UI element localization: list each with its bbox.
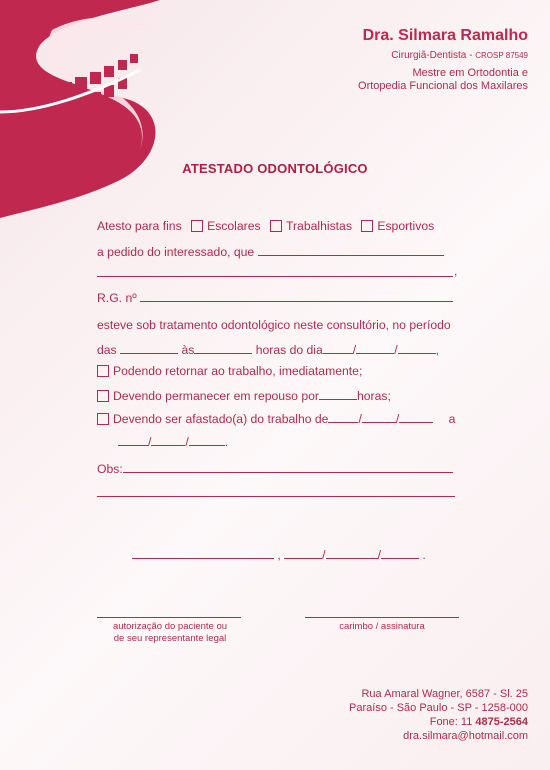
- crosp-number: CROSP 87549: [475, 51, 528, 60]
- month-field[interactable]: [356, 341, 394, 354]
- leave-from-day[interactable]: [328, 410, 358, 423]
- option-esportivos: Esportivos: [377, 219, 435, 233]
- rest-label: Devendo permanecer em repouso por: [113, 389, 319, 403]
- profession: Cirurgiã-Dentista: [391, 50, 467, 61]
- treatment-line: esteve sob tratamento odontológico neste consultório, no período: [97, 318, 451, 332]
- date-year-field[interactable]: [381, 546, 419, 559]
- leave-from-year[interactable]: [399, 410, 433, 423]
- patient-signature-field[interactable]: [97, 617, 241, 618]
- time-from-field[interactable]: [120, 341, 178, 354]
- email[interactable]: dra.silmara@hotmail.com: [403, 730, 528, 742]
- phone-number: 4875-2564: [475, 716, 528, 728]
- name-continuation-field[interactable]: [97, 276, 453, 277]
- rg-field[interactable]: [140, 289, 453, 302]
- document-title: ATESTADO ODONTOLÓGICO: [182, 161, 368, 176]
- leave-until-label: a: [448, 412, 456, 426]
- period-from-label: das: [97, 343, 117, 357]
- period-to-label: às: [181, 343, 195, 357]
- leave-to-line: / / .: [118, 433, 228, 449]
- rg-label: R.G. nº: [97, 291, 137, 305]
- checkbox-return[interactable]: [97, 365, 109, 377]
- checkbox-trabalhistas[interactable]: [270, 220, 282, 232]
- option-rest-line: [97, 387, 391, 403]
- hours-of-day-label: horas do dia: [255, 343, 323, 357]
- address-line-2: Paraíso - São Paulo - SP - 1258-000: [349, 702, 528, 714]
- request-line: [97, 243, 444, 259]
- stamp-signature-field[interactable]: [305, 617, 459, 618]
- obs-field[interactable]: [123, 460, 453, 473]
- caption-line-1: autorização do paciente ou: [112, 621, 228, 632]
- obs-line: [97, 460, 453, 476]
- option-return-line: [97, 364, 362, 378]
- braces-logo: [0, 0, 170, 220]
- name-field[interactable]: [258, 243, 444, 256]
- period-line: das às horas do dia / / ,: [97, 343, 439, 357]
- purpose-label: Atesto para fins: [97, 219, 182, 233]
- city-field[interactable]: [132, 546, 274, 559]
- leave-to-day[interactable]: [118, 433, 148, 446]
- option-escolares: Escolares: [207, 219, 261, 233]
- checkbox-leave[interactable]: [97, 413, 109, 425]
- checkbox-rest[interactable]: [97, 390, 109, 402]
- credential-line-1: Mestre em Ortodontia e: [412, 67, 528, 79]
- caption-line-2: de seu representante legal: [113, 633, 227, 644]
- leave-to-month[interactable]: [151, 433, 185, 446]
- rest-hours-suffix: horas;: [356, 389, 391, 403]
- leave-to-year[interactable]: [189, 433, 225, 446]
- obs-continuation-field[interactable]: [97, 496, 455, 497]
- date-day-field[interactable]: [284, 546, 322, 559]
- time-to-field[interactable]: [194, 341, 252, 354]
- comma: ,: [454, 264, 458, 278]
- rest-hours-field[interactable]: [319, 387, 357, 400]
- date-month-field[interactable]: [326, 546, 378, 559]
- return-label: Podendo retornar ao trabalho, imediatamente;: [113, 364, 363, 378]
- checkbox-esportivos[interactable]: [361, 220, 373, 232]
- phone-label: Fone: 11: [429, 716, 473, 728]
- option-leave-line: Devendo ser afastado(a) do trabalho de / / a: [97, 410, 455, 426]
- leave-from-month[interactable]: [362, 410, 396, 423]
- phone-line: [430, 716, 528, 728]
- rg-line: [97, 289, 453, 305]
- day-field[interactable]: [323, 341, 353, 354]
- patient-signature-caption: [90, 621, 250, 645]
- credential-line-2: Ortopedia Funcional dos Maxilares: [358, 80, 528, 92]
- obs-label: Obs:: [97, 462, 123, 476]
- checkbox-escolares[interactable]: [191, 220, 203, 232]
- doctor-name: Dra. Silmara Ramalho: [362, 27, 528, 44]
- stamp-signature-caption: carimbo / assinatura: [339, 621, 425, 632]
- leave-label: Devendo ser afastado(a) do trabalho de: [113, 412, 329, 426]
- profession-line: Cirurgiã-Dentista - CROSP 87549: [391, 50, 528, 61]
- request-label: a pedido do interessado, que: [97, 245, 255, 259]
- year-field[interactable]: [398, 341, 436, 354]
- address-line-1: Rua Amaral Wagner, 6587 - Sl. 25: [361, 688, 528, 700]
- place-date-line: , / / .: [132, 546, 426, 562]
- option-trabalhistas: Trabalhistas: [285, 219, 352, 233]
- purpose-line: [97, 219, 434, 233]
